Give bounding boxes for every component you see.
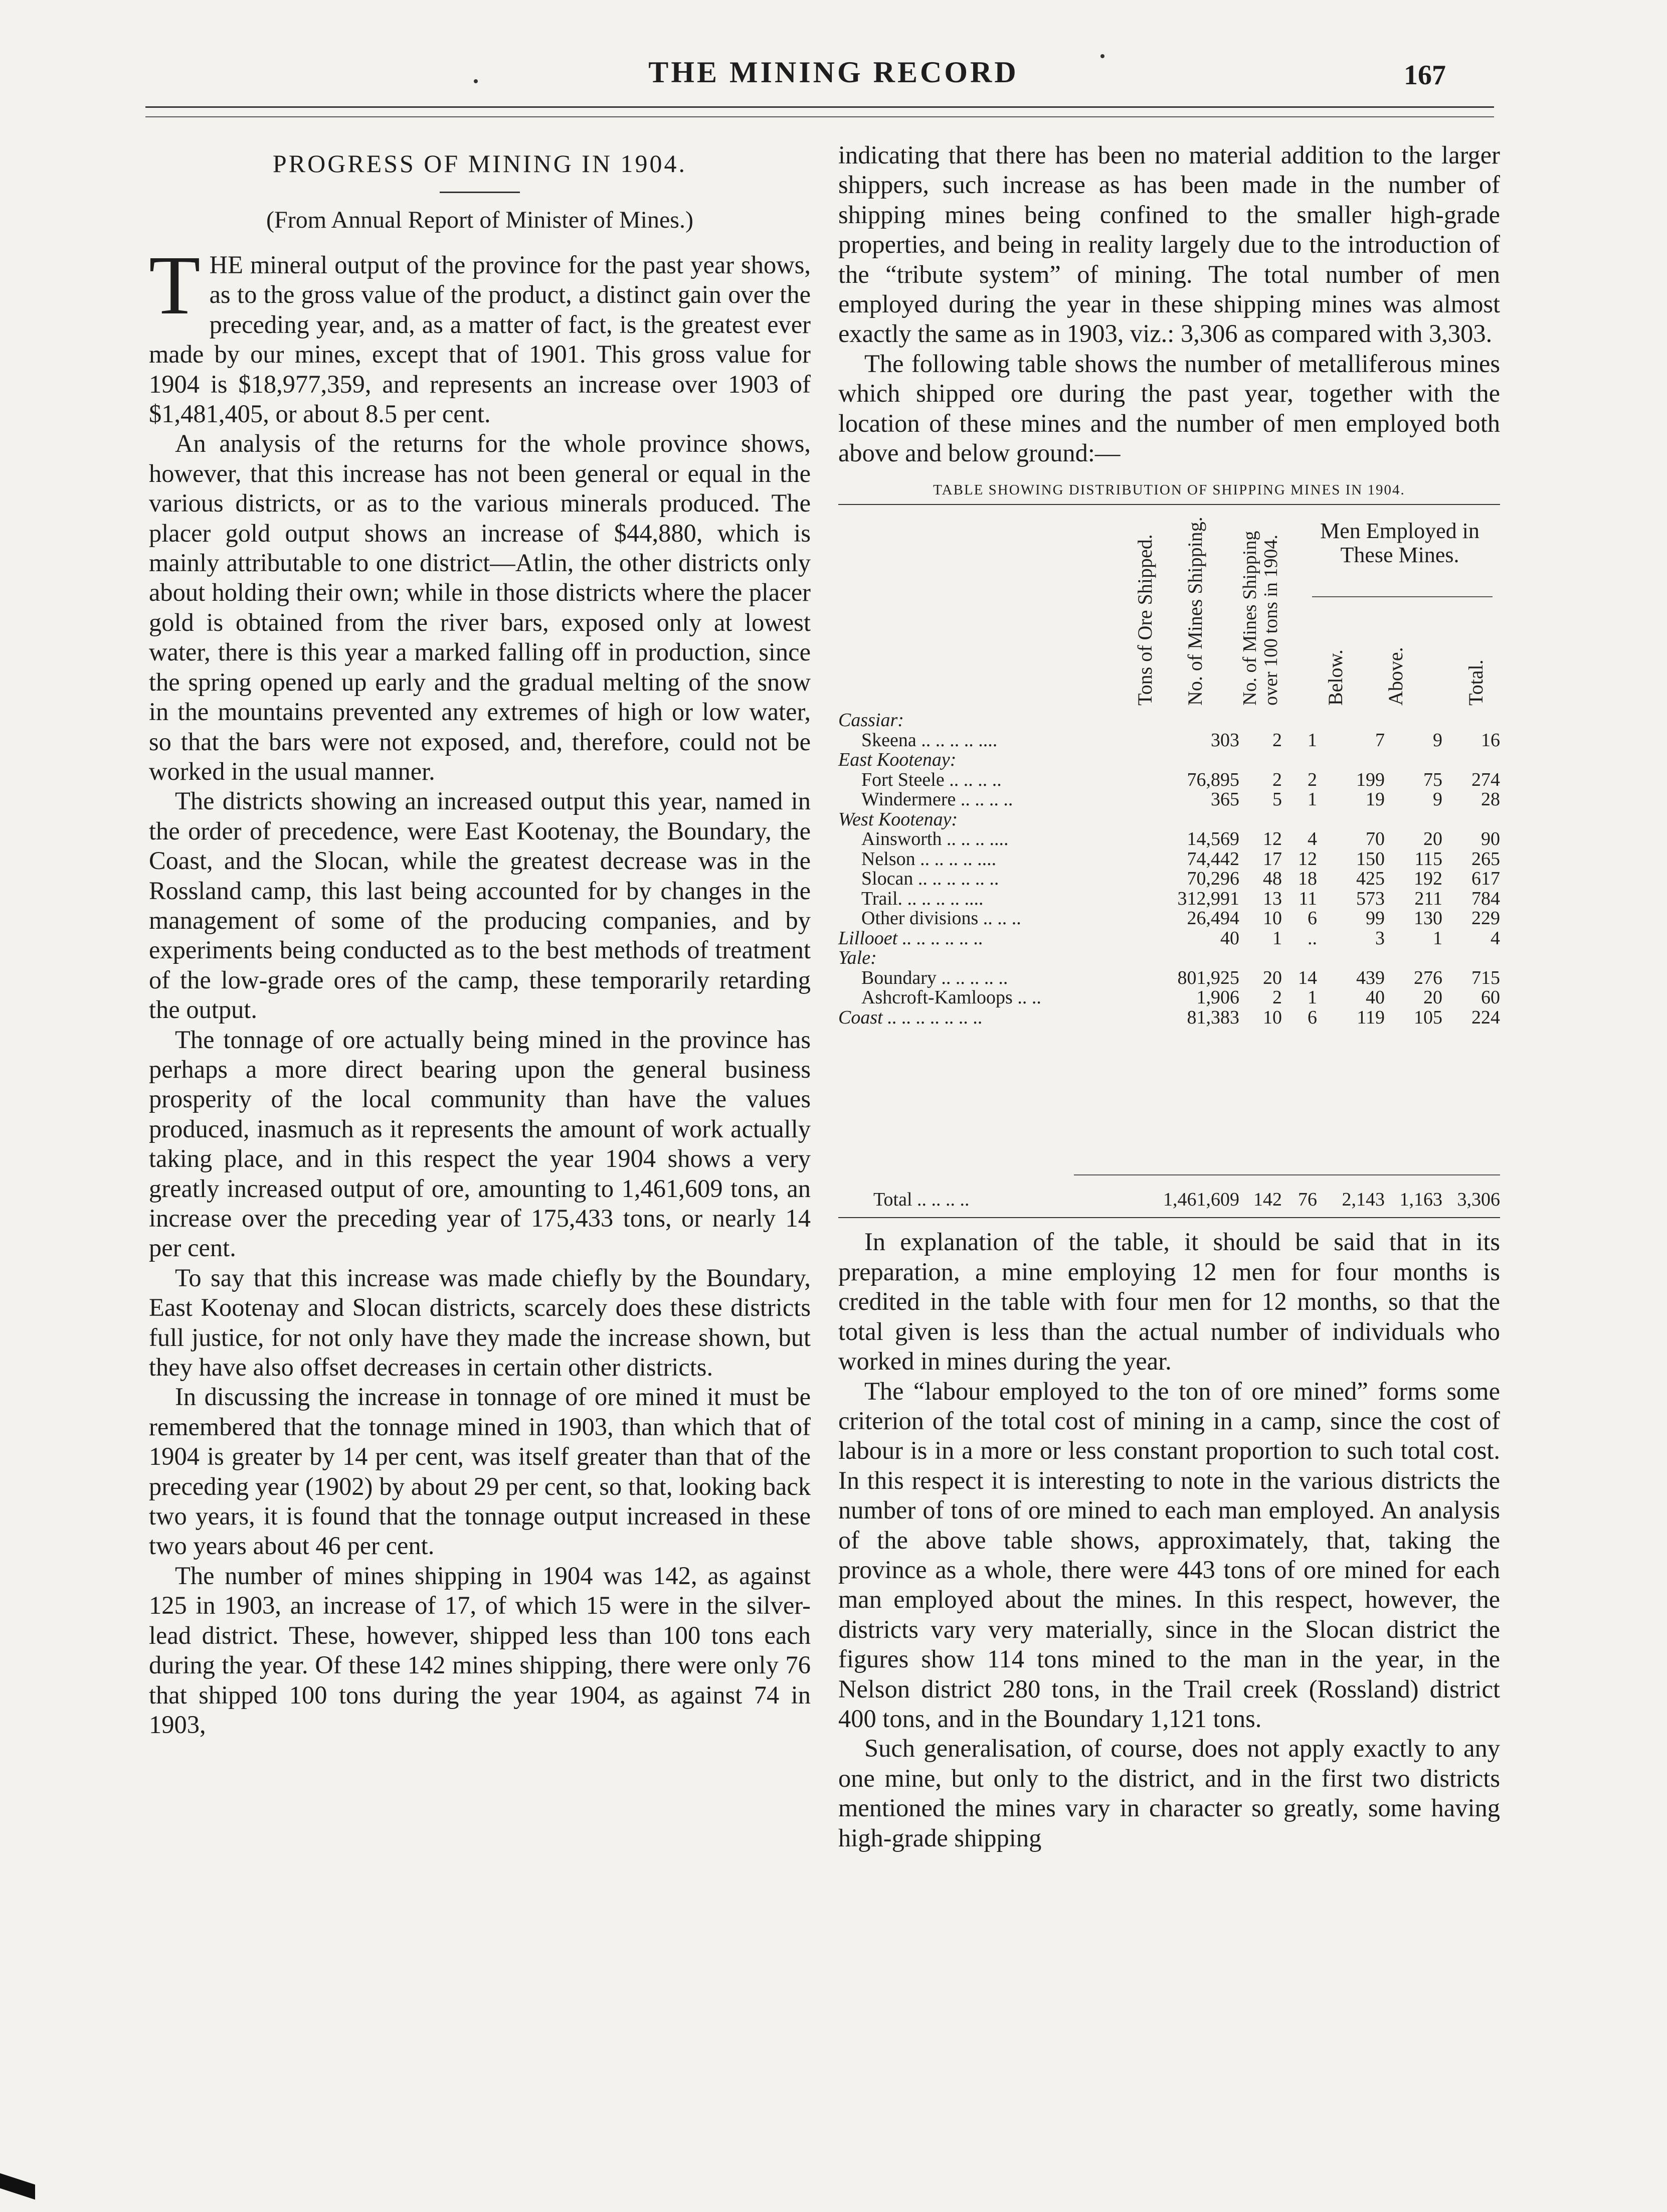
cell-tons: 76,895 [1187,769,1239,790]
cell-tons: 312,991 [1177,888,1239,909]
cell-tons: 1,906 [1196,987,1239,1008]
cell-below: 7 [1375,729,1385,751]
cell-mines: 17 [1263,848,1282,870]
table-row [838,849,1500,870]
cell-total: 617 [1471,868,1500,890]
header-total: Total. [1464,659,1487,706]
cell-mines: 10 [1263,1006,1282,1028]
cell-below: 99 [1366,908,1385,929]
shipping-mines-table [838,505,1500,1227]
cell-tons: 801,925 [1177,967,1239,988]
table-body [838,711,1500,1028]
paragraph-3: The districts showing an increased output this year, named in the order of precedence, were East Kootenay, the Boundary, the Coast, and the Slocan, while the greatest decrease was in the Rossland camp, this last being accounted for by changes in the management of some of the producing companies, and by experiments being conducted as to the best methods of treatment of the low-grade ores of the camp, these temporarily retarding the output. [149,787,811,1024]
cell-below: 3 [1375,927,1385,949]
total-below: 2,143 [1342,1189,1385,1211]
row-label: Other divisions .. .. .. [861,908,1021,929]
table-row [838,711,1500,731]
paragraph-2: An analysis of the returns for the whole province shows, however, that this increase has not been general or equal in the various districts, or as to the various minerals produced. The placer gold output shows an increase of $44,880, which is mainly attributable to one district—Atlin, the other districts only about holding their own; while in those districts where the placer gold is obtained from the river bars, exposed only at lowest water, there is this year a marked falling off in production, since the spring opened up early and the gradual melting of the snow in the mountains prevented any extremes of high or low water, so that the bars were not exposed, and, therefore, could not be worked in the usual manner. [149,429,811,785]
header-men-employed: Men Employed in These Mines. [1320,519,1479,568]
men-header-rule [1312,596,1493,597]
cell-over100: 6 [1308,1006,1317,1028]
article-title: PROGRESS OF MINING IN 1904. [272,149,687,178]
cell-above: 75 [1423,769,1442,790]
cell-mines: 2 [1272,769,1282,790]
page-header [0,55,1667,105]
cell-mines: 2 [1272,729,1282,751]
cell-over100: 4 [1308,828,1317,850]
total-above: 1,163 [1399,1189,1442,1211]
row-label: Lillooet .. .. .. .. .. .. [838,927,984,949]
table-row [838,889,1500,909]
page-number: 167 [1404,60,1446,91]
cell-total: 274 [1471,769,1500,790]
cell-below: 425 [1356,868,1385,890]
cell-below: 573 [1356,888,1385,909]
cell-above: 211 [1414,888,1442,909]
cell-total: 224 [1471,1006,1500,1028]
paragraph-7: The number of mines shipping in 1904 was 142, as against 125 in 1903, an increase of 17, of which 15 were in the silver-lead district. These, however, shipped less than 100 tons each during the year. Of these 142 mines shipping, there were only 76 that shipped 100 tons during the year 1904, as against 74 in 1903, [149,1561,811,1739]
row-label: Skeena .. .. .. .. .... [861,729,998,751]
cell-total: 90 [1481,828,1500,850]
cell-mines: 20 [1263,967,1282,988]
cell-tons: 14,569 [1187,828,1239,850]
row-label: Coast .. .. .. .. .. .. .. [838,1006,983,1028]
cell-over100: 1 [1308,789,1317,810]
cell-below: 199 [1356,769,1385,790]
table-row [838,750,1500,770]
cell-total: 784 [1471,888,1500,909]
cell-below: 439 [1356,967,1385,988]
header-over-100: No. of Mines Shipping over 100 tons in 1904. [1239,531,1281,706]
table-row [838,731,1500,751]
cell-mines: 12 [1263,828,1282,850]
paragraph-1: THE mineral output of the province for the past year shows, as to the gross value of the product, a distinct gain over the preceding year, and, as a matter of fact, is the greatest ever made by our mines, except that of 1901. This gross value for 1904 is $18,977,359, and represents an increase over 1903 of $1,481,405, or about 8.5 per cent. [149,239,811,428]
cell-over100: .. [1308,927,1317,949]
cell-mines: 48 [1263,868,1282,890]
cell-over100: 18 [1298,868,1317,890]
table-row [838,810,1500,830]
row-label: Nelson .. .. .. .. .... [861,848,997,870]
header-tons: Tons of Ore Shipped. [1134,534,1156,706]
row-label: Slocan .. .. .. .. .. .. [861,868,999,890]
cell-over100: 14 [1298,967,1317,988]
cell-above: 1 [1433,927,1442,949]
total-mines: 142 [1253,1189,1282,1211]
cell-below: 119 [1357,1006,1385,1028]
cell-below: 70 [1366,828,1385,850]
cell-over100: 1 [1308,729,1317,751]
running-title: THE MINING RECORD [648,56,1019,89]
table-caption: TABLE SHOWING DISTRIBUTION OF SHIPPING MINES IN 1904. [933,482,1405,498]
row-label: Ashcroft-Kamloops .. .. [861,987,1041,1008]
cell-total: 265 [1471,848,1500,870]
cell-over100: 11 [1299,888,1317,909]
cell-total: 229 [1471,908,1500,929]
cell-tons: 26,494 [1187,908,1239,929]
row-label: Ainsworth .. .. .. .... [861,828,1009,850]
cell-over100: 2 [1308,769,1317,790]
cell-total: 715 [1471,967,1500,988]
header-mines-shipping: No. of Mines Shipping. [1184,517,1206,706]
paragraph-r5: Such generalisation, of course, does not apply exactly to any one mine, but only to the district, and in the first two districts mentioned the mines vary in character so greatly, some having high-grade shipping [838,1734,1500,1852]
cell-tons: 70,296 [1187,868,1239,890]
table-row [838,869,1500,889]
cell-total: 60 [1481,987,1500,1008]
table-bottom-rule [838,1217,1500,1218]
paragraph-6: In discussing the increase in tonnage of ore mined it must be remembered that the tonnage mined in 1903, than which that of 1904 is greater by 14 per cent, was itself greater than that of the preceding year (1902) by about 29 per cent, so that, looking back two years, it is found that the tonnage output increased in these two years about 46 per cent. [149,1383,811,1560]
cell-tons: 74,442 [1187,848,1239,870]
cell-total: 4 [1491,927,1500,949]
header-rule [145,106,1494,108]
row-label: Yale: [838,947,877,969]
paragraph-r2: The following table shows the number of metalliferous mines which shipped ore during the past year, together with the location of these mines and the number of men employed both above and below ground:— [838,349,1500,467]
cell-total: 28 [1481,789,1500,810]
cell-below: 150 [1356,848,1385,870]
header-above: Above. [1384,647,1407,706]
paragraph-r4: The “labour employed to the ton of ore mined” forms some criterion of the total cost of mining in a camp, since the cost of labour is in a more or less constant proportion to such total cost. In this respect it is interesting to note in the various districts the number of tons of ore mined to each man employed. An analysis of the above table shows, approximately, that, taking the province as a whole, there were 443 tons of ore mined for each man employed about the mines. In this respect, however, the districts vary very materially, since in the Slocan district the figures show 114 tons mined to the man in the year, in the Nelson district 280 tons, in the Trail creek (Rossland) district 400 tons, and in the Boundary 1,121 tons. [838,1377,1500,1733]
total-total: 3,306 [1457,1189,1500,1211]
row-label: Boundary .. .. .. .. .. [861,967,1008,988]
header-below: Below. [1324,649,1347,706]
table-row [838,929,1500,949]
article-subtitle: (From Annual Report of Minister of Mines.) [266,207,693,233]
cell-above: 192 [1414,868,1442,890]
paragraph-r1: indicating that there has been no material addition to the larger shippers, such increase as has been made in the number of shipping mines being confined to the smaller high-grade properties, and being in reality largely due to the introduction of the “tribute system” of mining. The total number of men employed during the year in these shipping mines was almost exactly the same as in 1903, viz.: 3,306 as compared with 3,303. [838,141,1500,348]
table-row [838,909,1500,929]
row-label: Windermere .. .. .. .. [861,789,1013,810]
cell-above: 276 [1414,967,1442,988]
cell-above: 115 [1414,848,1442,870]
table-row [838,948,1500,968]
table-row [838,1008,1500,1028]
title-rule [440,192,520,193]
total-rule [1074,1174,1500,1175]
row-label: Trail. .. .. .. .. .... [861,888,984,909]
paragraph-r3: In explanation of the table, it should be said that in its preparation, a mine employing 12 men for four months is credited in the table with four men for 12 months, so that the total given is less than the actual number of individuals who worked in mines during the year. [838,1228,1500,1376]
cell-tons: 365 [1211,789,1239,810]
cell-above: 105 [1414,1006,1442,1028]
cell-total: 16 [1481,729,1500,751]
cell-mines: 1 [1272,927,1282,949]
cell-above: 20 [1423,987,1442,1008]
row-label: West Kootenay: [838,808,958,830]
left-column [149,140,811,1740]
row-label: East Kootenay: [838,749,957,771]
table-row [838,790,1500,810]
scan-artifact [0,2173,35,2200]
cell-over100: 6 [1308,908,1317,929]
cell-over100: 12 [1298,848,1317,870]
cell-tons: 40 [1220,927,1239,949]
table-row [838,968,1500,988]
cell-below: 19 [1366,789,1385,810]
cell-over100: 1 [1308,987,1317,1008]
right-column [838,140,1500,1853]
cell-above: 20 [1423,828,1442,850]
cell-mines: 2 [1272,987,1282,1008]
table-total-row [838,1185,1500,1211]
total-tons: 1,461,609 [1163,1189,1239,1211]
cell-mines: 10 [1263,908,1282,929]
total-over100: 76 [1298,1189,1317,1211]
cell-below: 40 [1366,987,1385,1008]
cell-mines: 5 [1272,789,1282,810]
scan-speck [474,79,478,83]
table-row [838,770,1500,790]
scan-speck [1100,54,1104,58]
cell-tons: 303 [1211,729,1239,751]
cell-mines: 13 [1263,888,1282,909]
table-row [838,988,1500,1008]
table-row [838,829,1500,849]
paragraph-4: The tonnage of ore actually being mined in the province has perhaps a more direct bearing upon the general business prosperity of the local community than have the values produced, inasmuch as it represents the amount of work actually taking place, and in this respect the year 1904 shows a very greatly increased output of ore, amounting to 1,461,609 tons, an increase over the preceding year of 175,433 tons, or nearly 14 per cent. [149,1025,811,1262]
cell-above: 9 [1433,729,1442,751]
cell-above: 130 [1414,908,1442,929]
cell-tons: 81,383 [1187,1006,1239,1028]
header-rule-secondary [145,116,1494,117]
drop-cap: T [149,239,201,332]
total-label: Total .. .. .. .. [873,1189,970,1211]
row-label: Fort Steele .. .. .. .. [861,769,1002,790]
paragraph-5: To say that this increase was made chiefly by the Boundary, East Kootenay and Slocan districts, scarcely does these districts full justice, for not only have they made the increase shown, but they have also offset decreases in certain other districts. [149,1263,811,1382]
cell-above: 9 [1433,789,1442,810]
row-label: Cassiar: [838,710,904,731]
